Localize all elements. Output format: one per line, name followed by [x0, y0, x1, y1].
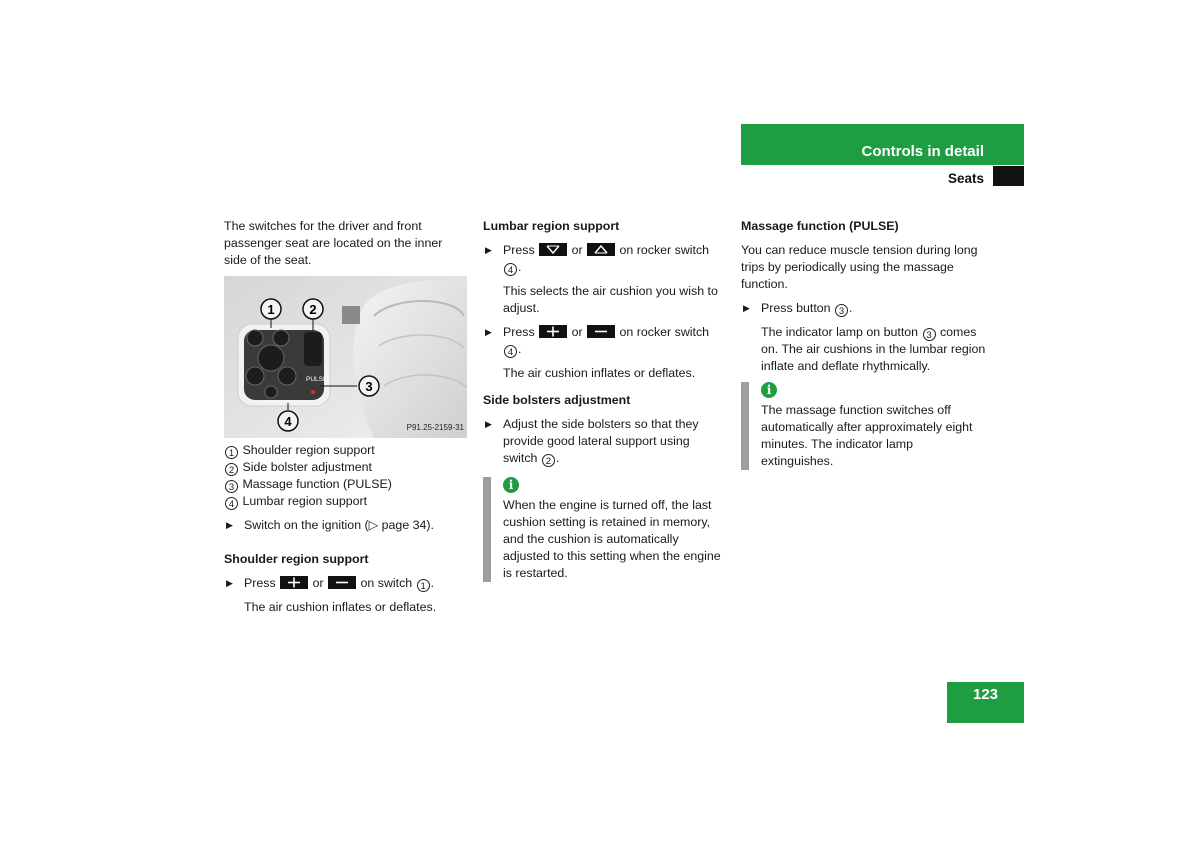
minus-key-icon: [587, 325, 615, 338]
plus-key-icon: [280, 576, 308, 589]
figure-reference: P91.25-2159-31: [406, 423, 464, 432]
info-icon: i: [503, 477, 519, 493]
step-text: on rocker switch: [619, 325, 710, 339]
step-side-bolster: [483, 416, 725, 467]
chevron-up-key-icon: [587, 243, 615, 256]
seat-switch-photo: [224, 276, 467, 438]
legend-text: Massage function (PULSE): [242, 477, 392, 491]
massage-heading: Massage function (PULSE): [741, 219, 899, 233]
info-icon: i: [761, 382, 777, 398]
switch-number: 4: [504, 345, 517, 358]
step-end: .: [430, 576, 435, 590]
bullet-icon: ▶: [226, 520, 233, 530]
side-bolster-heading: Side bolsters adjustment: [483, 393, 631, 407]
massage-result: [741, 324, 986, 375]
pulse-label: PULSE: [306, 376, 328, 383]
or-text: or: [571, 325, 583, 339]
step-lumbar-adjust: [483, 324, 725, 358]
info-bar: [483, 477, 491, 582]
bullet-icon: ▶: [485, 327, 492, 337]
step-text: Press: [244, 576, 276, 590]
legend-text: Side bolster adjustment: [242, 460, 372, 474]
step-text: Press button: [761, 301, 831, 315]
result-text: comes on. The air cushions in the lumbar region inflate and deflate rhythmically.: [761, 325, 986, 373]
step-massage: [741, 300, 986, 317]
switch-number: 1: [417, 579, 430, 592]
shoulder-result: The air cushion inflates or deflates.: [244, 600, 437, 614]
shoulder-heading: Shoulder region support: [224, 552, 369, 566]
callout-4: 4: [284, 414, 292, 429]
intro-paragraph: The switches for the driver and front passenger seat are located on the inner side of the seat.: [224, 219, 443, 267]
column-3: [741, 218, 986, 470]
step-text: on switch: [360, 576, 413, 590]
step-text: Press: [503, 325, 535, 339]
legend-number: 3: [225, 480, 238, 493]
step-end: .: [518, 260, 522, 274]
step-ignition: [224, 517, 468, 534]
minus-key-icon: [328, 576, 356, 589]
legend-number: 4: [225, 497, 238, 510]
or-text: or: [571, 243, 583, 257]
legend-item: [224, 493, 468, 510]
bullet-icon: ▶: [485, 419, 492, 429]
callout-1: 1: [267, 302, 275, 317]
section-header-band: [741, 124, 1024, 165]
or-text: or: [312, 576, 324, 590]
step-text: Adjust the side bolsters so that they provide good lateral support using switch: [503, 417, 699, 465]
page-number: 123: [972, 686, 999, 703]
page-number-badge: [947, 682, 1024, 723]
info-text: The massage function switches off automatically after approximately eight minutes. The indicator lamp extinguishes.: [761, 403, 973, 468]
legend-item: [224, 442, 468, 459]
subsection-marker: [993, 166, 1024, 186]
subsection-title: Seats: [947, 171, 984, 186]
button-number: 3: [835, 304, 848, 317]
column-2: [483, 218, 725, 582]
step-text: on rocker switch: [619, 243, 710, 257]
switch-number: 4: [504, 263, 517, 276]
step-end: .: [849, 301, 853, 315]
button-number: 3: [923, 328, 936, 341]
chevron-down-key-icon: [539, 243, 567, 256]
info-text: When the engine is turned off, the last cushion setting is retained in memory, and the cushion is automatically adjusted to this setting when the engine is restarted.: [503, 498, 721, 580]
info-note-massage: [741, 382, 986, 470]
massage-intro: You can reduce muscle tension during long trips by periodically using the massage function.: [741, 243, 978, 291]
step-end: .: [555, 451, 560, 465]
lumbar-result-1: This selects the air cushion you wish to adjust.: [503, 284, 718, 315]
step-end: .: [518, 342, 522, 356]
result-text: The indicator lamp on button: [761, 325, 919, 339]
legend-item: [224, 476, 468, 493]
bullet-icon: ▶: [743, 303, 750, 313]
page-link[interactable]: page 34).: [378, 518, 435, 532]
switch-number: 2: [542, 454, 555, 467]
legend-text: Lumbar region support: [242, 494, 368, 508]
subsection-header: [741, 166, 1024, 186]
column-1: [224, 218, 468, 623]
info-note-memory: [483, 477, 725, 582]
legend-list: [224, 442, 468, 510]
plus-key-icon: [539, 325, 567, 338]
lumbar-heading: Lumbar region support: [483, 219, 620, 233]
step-shoulder: [224, 575, 468, 592]
lumbar-result-2: The air cushion inflates or deflates.: [503, 366, 696, 380]
step-text: Switch on the ignition (: [244, 518, 369, 532]
legend-text: Shoulder region support: [242, 443, 375, 457]
section-title: Controls in detail: [861, 143, 984, 160]
legend-item: [224, 459, 468, 476]
callout-3: 3: [365, 379, 373, 394]
info-bar: [741, 382, 749, 470]
page-ref-arrow-icon: ▷: [368, 518, 379, 532]
seat-switch-illustration: [224, 276, 467, 438]
bullet-icon: ▶: [485, 245, 492, 255]
callout-2: 2: [309, 302, 317, 317]
step-text: Press: [503, 243, 535, 257]
bullet-icon: ▶: [226, 578, 233, 588]
step-lumbar-select: [483, 242, 725, 276]
legend-number: 2: [225, 463, 238, 476]
legend-number: 1: [225, 446, 238, 459]
